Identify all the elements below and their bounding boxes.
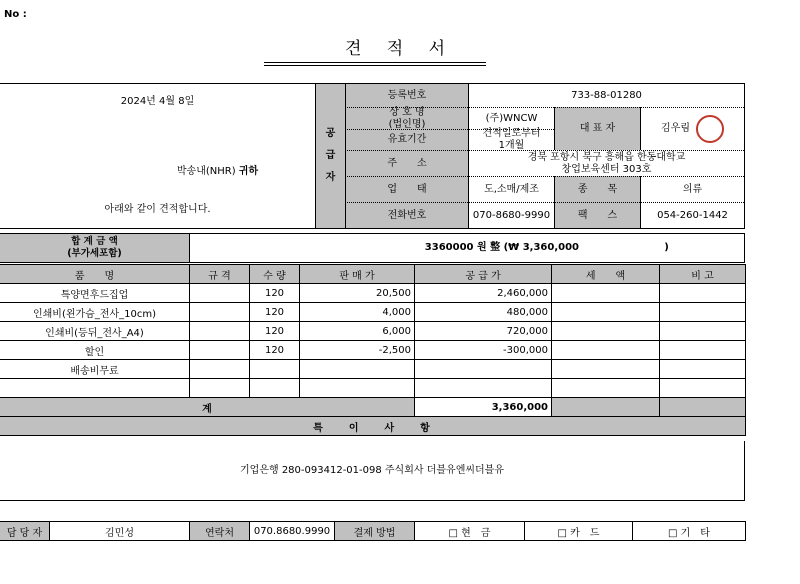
company-label: 상 호 명 (법인명) <box>345 107 468 129</box>
supplier-vertical-label: 공 급 자 <box>315 84 345 228</box>
cell-qty: 120 <box>250 303 300 322</box>
items-table <box>0 264 746 436</box>
reg-no-value: 733-88-01280 <box>468 84 744 107</box>
total-amount-label: 합 계 금 액 (부가세포함) <box>0 234 189 262</box>
notes-header-row <box>0 417 746 436</box>
payment-option-card[interactable]: □ 카 드 <box>525 522 633 541</box>
cell-spec <box>190 322 250 341</box>
validity-value: 견적일로부터 1개월 <box>468 129 554 150</box>
cell-note <box>660 303 746 322</box>
fax-label: 팩 스 <box>554 202 640 228</box>
cell-price: 6,000 <box>300 322 415 341</box>
footer-table <box>0 521 746 541</box>
cell-qty: 120 <box>250 341 300 360</box>
cell-spec <box>190 341 250 360</box>
contact-label: 연락처 <box>190 522 250 541</box>
company-value: (주)WNCW <box>468 107 554 129</box>
title-underline-double <box>264 65 486 66</box>
cell-tax <box>552 303 660 322</box>
address-label: 주 소 <box>345 150 468 176</box>
cell-qty: 120 <box>250 284 300 303</box>
cell-price: -2,500 <box>300 341 415 360</box>
cell-tax <box>552 341 660 360</box>
cell-item: 배송비무료 <box>0 360 190 379</box>
cell-tax <box>552 284 660 303</box>
cell-qty: 120 <box>250 322 300 341</box>
col-header-qty: 수 량 <box>250 265 300 284</box>
cell-price <box>300 360 415 379</box>
col-header-supply: 공 급 가 <box>415 265 552 284</box>
biz-type-label: 업 태 <box>345 176 468 202</box>
biz-type-value: 도,소매/제조 <box>468 176 554 202</box>
cell-tax <box>552 322 660 341</box>
cell-note <box>660 360 746 379</box>
recipient-name: 박송내(NHR) <box>176 166 236 177</box>
quote-date: 2024년 4월 8일 <box>120 96 195 107</box>
col-header-tax: 세 액 <box>552 265 660 284</box>
manager-label: 담 당 자 <box>0 522 50 541</box>
table-row <box>0 360 746 379</box>
cell-qty <box>250 360 300 379</box>
validity-label: 유효기간 <box>345 129 468 150</box>
cell-supply: -300,000 <box>415 341 552 360</box>
reg-no-label: 등록번호 <box>345 84 468 107</box>
cell-supply <box>415 379 552 398</box>
payment-option-other[interactable]: □ 기 타 <box>633 522 746 541</box>
cell-note <box>660 322 746 341</box>
title-underline <box>264 62 486 63</box>
payment-option-cash[interactable]: □ 현 금 <box>415 522 525 541</box>
sum-value: 3,360,000 <box>415 398 552 417</box>
contact-value: 070.8680.9990 <box>250 522 335 541</box>
cell-item: 할인 <box>0 341 190 360</box>
cell-note <box>660 284 746 303</box>
cell-item: 인쇄비(등뒤_전사_A4) <box>0 322 190 341</box>
sum-label: 계 <box>0 398 415 417</box>
document-title: 견 적 서 <box>344 39 456 59</box>
sum-tax-empty <box>552 398 660 417</box>
cell-supply: 720,000 <box>415 322 552 341</box>
recipient-honorific: 귀하 <box>238 166 259 177</box>
cell-spec <box>190 360 250 379</box>
quote-message: 아래와 같이 견적합니다. <box>104 204 211 215</box>
ceo-cell <box>640 107 744 150</box>
table-row <box>0 303 746 322</box>
col-header-spec: 규 격 <box>190 265 250 284</box>
col-header-price: 판 매 가 <box>300 265 415 284</box>
table-row <box>0 341 746 360</box>
sum-row <box>0 398 746 417</box>
total-amount-close: ) <box>664 242 669 253</box>
ceo-label: 대 표 자 <box>554 107 640 150</box>
cell-item: 인쇄비(왼가슴_전사_10cm) <box>0 303 190 322</box>
total-amount-text: 3360000 원 整 (₩ 3,360,000 <box>189 234 589 262</box>
cell-note <box>660 341 746 360</box>
cell-qty <box>250 379 300 398</box>
payment-label: 결제 방법 <box>335 522 415 541</box>
cell-supply: 2,460,000 <box>415 284 552 303</box>
cell-supply <box>415 360 552 379</box>
table-row <box>0 322 746 341</box>
cell-spec <box>190 303 250 322</box>
cell-spec <box>190 379 250 398</box>
cell-spec <box>190 284 250 303</box>
sum-note-empty <box>660 398 746 417</box>
address-value: 경북 포항시 북구 흥해읍 한동대학교 창업보육센터 303호 <box>468 150 744 176</box>
table-row <box>0 284 746 303</box>
cell-tax <box>552 360 660 379</box>
cell-item <box>0 379 190 398</box>
col-header-note: 비 고 <box>660 265 746 284</box>
cell-price: 4,000 <box>300 303 415 322</box>
table-header-row <box>0 265 746 284</box>
cell-item: 특양면후드집업 <box>0 284 190 303</box>
item-value: 의류 <box>640 176 744 202</box>
table-row <box>0 379 746 398</box>
cell-price <box>300 379 415 398</box>
cell-tax <box>552 379 660 398</box>
quote-header-block <box>0 83 745 229</box>
notes-body: 기업은행 280-093412-01-098 주식회사 더블유엔씨더블유 <box>0 441 745 501</box>
cell-price: 20,500 <box>300 284 415 303</box>
document-number-label: No : <box>4 9 27 20</box>
fax-value: 054-260-1442 <box>640 202 744 228</box>
phone-label: 전화번호 <box>345 202 468 228</box>
phone-value: 070-8680-9990 <box>468 202 554 228</box>
company-seal <box>696 115 724 143</box>
manager-value: 김민성 <box>50 522 190 541</box>
total-amount-row <box>0 233 745 263</box>
notes-label: 특 이 사 항 <box>0 417 746 436</box>
col-header-item: 품 명 <box>0 265 190 284</box>
ceo-name: 김우림 <box>661 123 690 134</box>
item-label: 종 목 <box>554 176 640 202</box>
cell-note <box>660 379 746 398</box>
cell-supply: 480,000 <box>415 303 552 322</box>
recipient-line <box>120 164 315 180</box>
